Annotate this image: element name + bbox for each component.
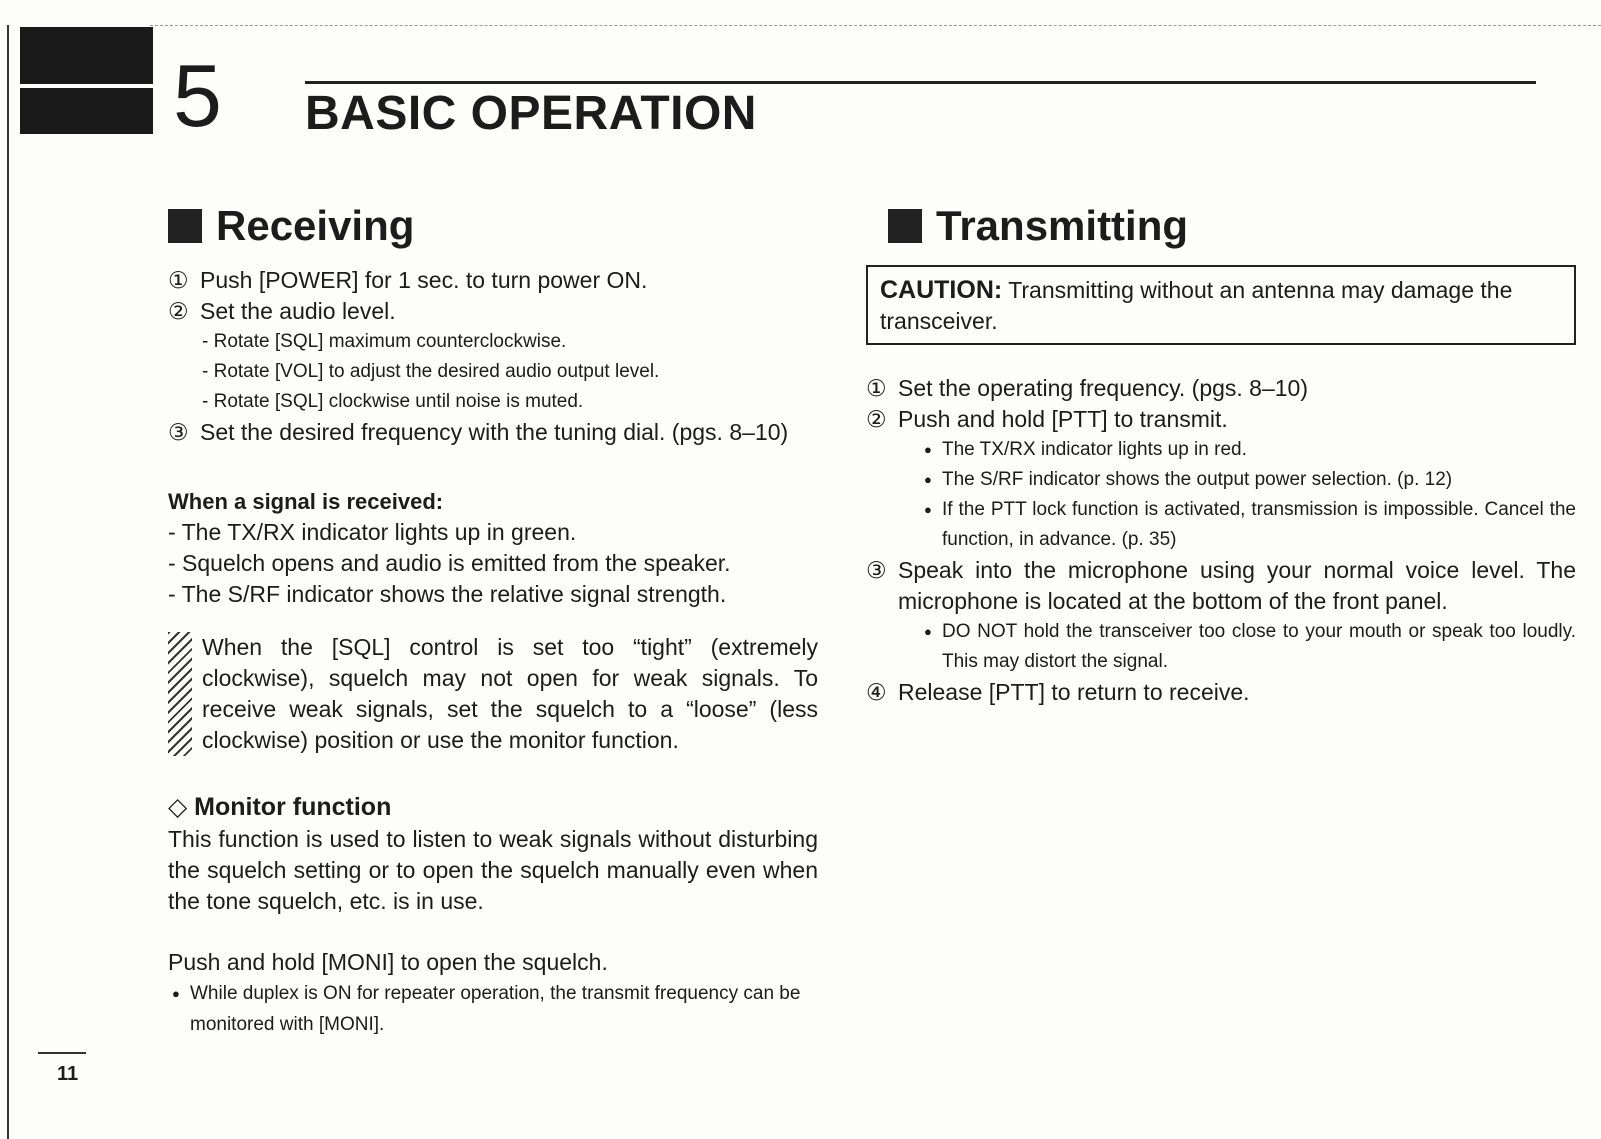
transmitting-title: Transmitting [936, 202, 1189, 249]
step-text: Set the audio level. [200, 298, 396, 325]
audio-sub-step: - Rotate [SQL] maximum counterclockwise. [202, 331, 567, 353]
transmit-bullet [888, 495, 1576, 555]
transmitting-column [866, 202, 1576, 708]
caution-box [866, 265, 1576, 345]
page-number-rule [38, 1052, 86, 1054]
bullet-dot-icon: ● [172, 986, 180, 1002]
chapter-number: 5 [173, 46, 222, 145]
bullet-dot-icon: ● [924, 442, 932, 458]
receiving-heading [168, 203, 818, 249]
transmit-bullet-text: The TX/RX indicator lights up in red. [942, 439, 1247, 461]
monitor-function-description: This function is used to listen to weak signals without disturbing the squelch setting or to open the squelch manually even when the tone squelch, etc. is in use. [168, 826, 818, 915]
bullet-dot-icon: ● [924, 624, 932, 640]
chapter-rule [305, 81, 1536, 84]
transmitting-step-2 [866, 404, 1538, 435]
bullet-dot-icon: ● [924, 502, 932, 518]
step-text: Set the operating frequency. (pgs. 8–10) [898, 375, 1309, 402]
step-text: Push and hold [PTT] to transmit. [898, 406, 1228, 433]
note-hatch-icon [168, 632, 192, 756]
signal-received-item: - The TX/RX indicator lights up in green. [168, 519, 577, 546]
chapter-tab-block-bottom [20, 88, 153, 134]
step-text: Release [PTT] to return to receive. [898, 679, 1250, 706]
page-number: 11 [57, 1063, 79, 1085]
receiving-step-1 [168, 265, 818, 296]
step-number: ③ [866, 557, 887, 584]
transmitting-step-1 [866, 373, 1538, 404]
chapter-title: BASIC OPERATION [305, 87, 757, 140]
step-text: Push [POWER] for 1 sec. to turn power ON. [200, 267, 648, 294]
transmitting-step-4 [866, 677, 1538, 708]
step-number: ④ [866, 679, 887, 706]
signal-received-item: - The S/RF indicator shows the relative signal strength. [168, 581, 727, 608]
transmit-bullet [888, 435, 1576, 465]
transmit-bullet-text: If the PTT lock function is activated, transmission is impossible. Cancel the function, in advance. (p. 35) [942, 499, 1576, 551]
step-text: Speak into the microphone using your normal voice level. The microphone is located at the bottom of the front panel. [898, 557, 1576, 615]
monitor-push-instruction: Push and hold [MONI] to open the squelch. [168, 949, 608, 976]
transmit-bullet-text: DO NOT hold the transceiver too close to your mouth or speak too loudly. This may distort the signal. [942, 621, 1576, 673]
squelch-note-text: When the [SQL] control is set too “tight” (extremely clockwise), squelch may not open for weak signals. To receive weak signals, set the squelch to a “loose” (less clockwise) position or use the monitor function. [202, 634, 818, 754]
transmit-bullet [888, 465, 1576, 495]
receiving-step-3 [168, 417, 818, 448]
monitor-bullet [168, 978, 818, 1040]
audio-sub-step: - Rotate [SQL] clockwise until noise is muted. [202, 391, 584, 413]
transmit-bullet [888, 617, 1576, 677]
receiving-title: Receiving [216, 202, 415, 249]
left-margin-rule [7, 25, 9, 1139]
audio-sub-step: - Rotate [VOL] to adjust the desired audio output level. [202, 361, 660, 383]
top-dashed-rule [150, 25, 1601, 26]
squelch-note [168, 632, 818, 756]
caution-text: Transmitting without an antenna may damage the transceiver. [880, 277, 1513, 335]
step-number: ③ [168, 419, 189, 446]
section-square-icon [888, 209, 922, 243]
receiving-column [168, 203, 818, 1040]
step-number: ② [168, 298, 189, 325]
chapter-tab-block-top [20, 27, 153, 84]
step-text: Set the desired frequency with the tuning dial. (pgs. 8–10) [200, 419, 789, 446]
signal-received-item: - Squelch opens and audio is emitted from the speaker. [168, 550, 731, 577]
receiving-step-2 [168, 296, 818, 327]
step-number: ① [168, 267, 189, 294]
step-number: ① [866, 375, 887, 402]
signal-received-heading: When a signal is received: [168, 489, 444, 515]
monitor-bullet-text: While duplex is ON for repeater operation, the transmit frequency can be monitored with [MONI]. [190, 983, 801, 1036]
transmitting-heading [888, 203, 1538, 249]
transmit-bullet-text: The S/RF indicator shows the output power selection. (p. 12) [942, 469, 1453, 491]
transmitting-step-3 [866, 555, 1576, 617]
section-square-icon [168, 209, 202, 243]
bullet-dot-icon: ● [924, 472, 932, 488]
caution-label: CAUTION: [880, 276, 1003, 305]
step-number: ② [866, 406, 887, 433]
monitor-function-heading: ◇ Monitor function [168, 793, 392, 822]
